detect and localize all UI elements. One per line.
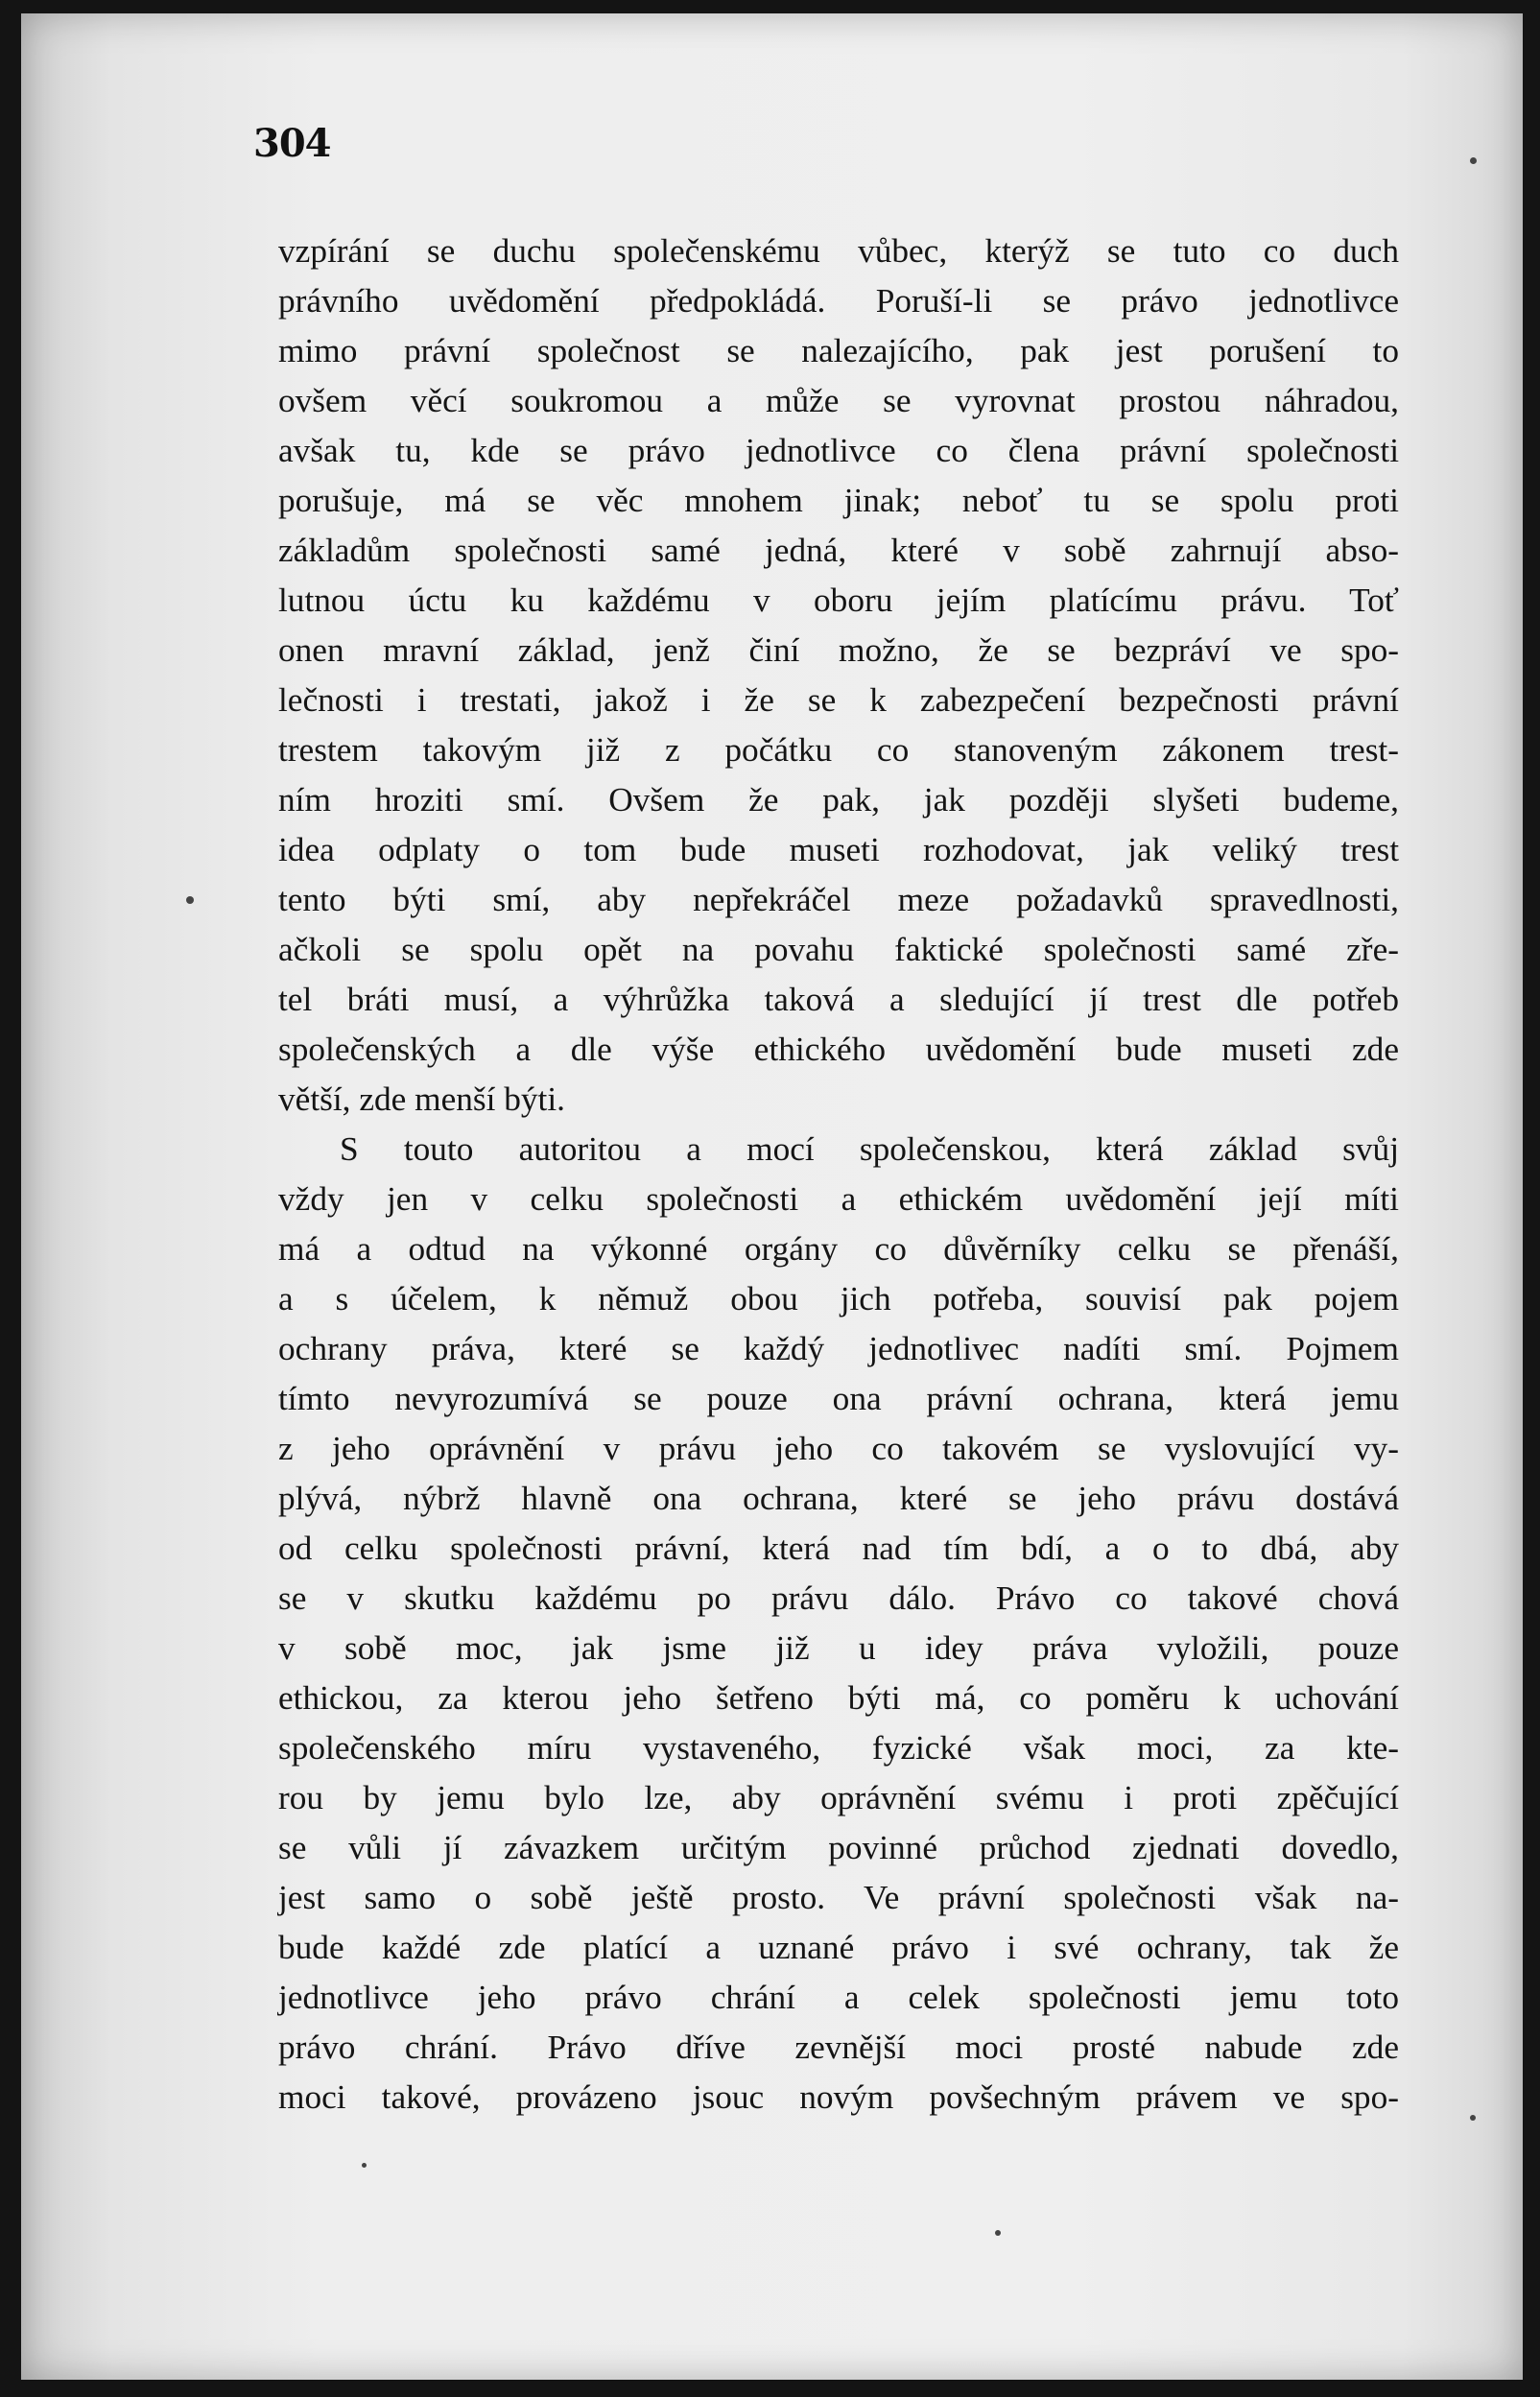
text-line-2: právního uvědomění předpokládá. Poruší-li se právo jednotlivce [278, 282, 1399, 320]
text-line-36: jednotlivce jeho právo chrání a celek společnosti jemu toto [278, 1979, 1399, 2016]
text-line-25: z jeho oprávnění v právu jeho co takovém se vyslovující vy- [278, 1430, 1399, 1467]
text-line-38: moci takové, provázeno jsouc novým povšechným právem ve spo- [278, 2078, 1399, 2116]
text-line-28: se v skutku každému po právu dálo. Právo co takové chová [278, 1579, 1399, 1617]
text-line-21: má a odtud na výkonné orgány co důvěrníky celku se přenáší, [278, 1230, 1399, 1268]
text-line-9: onen mravní základ, jenž činí možno, že se bezpráví ve spo- [278, 631, 1399, 669]
text-line-4: ovšem věcí soukromou a může se vyrovnat prostou náhradou, [278, 382, 1399, 419]
text-line-33: se vůli jí závazkem určitým povinné průchod zjednati dovedlo, [278, 1829, 1399, 1866]
text-line-24: tímto nevyrozumívá se pouze ona právní ochrana, která jemu [278, 1380, 1399, 1417]
text-line-32: rou by jemu bylo lze, aby oprávnění svému i proti zpěčující [278, 1779, 1399, 1816]
text-line-20: vždy jen v celku společnosti a ethickém uvědomění její míti [278, 1180, 1399, 1218]
text-line-16: tel bráti musí, a výhrůžka taková a sledující jí trest dle potřeb [278, 981, 1399, 1018]
text-line-23: ochrany práva, které se každý jednotlivec nadíti smí. Pojmem [278, 1330, 1399, 1367]
text-line-30: ethickou, za kterou jeho šetřeno býti má, co poměru k uchování [278, 1679, 1399, 1717]
scan-speck [186, 896, 194, 904]
page-number: 304 [253, 121, 331, 166]
text-line-27: od celku společnosti právní, která nad tím bdí, a o to dbá, aby [278, 1530, 1399, 1567]
text-line-7: základům společnosti samé jedná, které v sobě zahrnují abso- [278, 532, 1399, 569]
text-line-8: lutnou úctu ku každému v oboru jejím platícímu právu. Toť [278, 581, 1399, 619]
text-line-37: právo chrání. Právo dříve zevnější moci prosté nabude zde [278, 2029, 1399, 2066]
text-line-11: trestem takovým již z počátku co stanoveným zákonem trest- [278, 731, 1399, 769]
body-text [278, 226, 1399, 2123]
text-line-34: jest samo o sobě ještě prosto. Ve právní společnosti však na- [278, 1879, 1399, 1916]
text-line-14: tento býti smí, aby nepřekráčel meze požadavků spravedlnosti, [278, 881, 1399, 918]
text-line-35: bude každé zde platící a uznané právo i své ochrany, tak že [278, 1929, 1399, 1966]
text-line-26: plývá, nýbrž hlavně ona ochrana, které se jeho právu dostává [278, 1480, 1399, 1517]
scan-speck [1470, 2115, 1476, 2121]
text-line-18: větší, zde menší býti. [278, 1080, 565, 1118]
book-page [21, 13, 1523, 2380]
text-line-13: idea odplaty o tom bude museti rozhodovat, jak veliký trest [278, 831, 1399, 868]
text-line-15: ačkoli se spolu opět na povahu faktické společnosti samé zře- [278, 931, 1399, 968]
text-line-5: avšak tu, kde se právo jednotlivce co člena právní společnosti [278, 432, 1399, 469]
text-line-19: S touto autoritou a mocí společenskou, která základ svůj [340, 1130, 1399, 1168]
text-line-29: v sobě moc, jak jsme již u idey práva vyložili, pouze [278, 1629, 1399, 1667]
text-line-3: mimo právní společnost se nalezajícího, pak jest porušení to [278, 332, 1399, 369]
text-line-12: ním hroziti smí. Ovšem že pak, jak později slyšeti budeme, [278, 781, 1399, 819]
scan-speck [362, 2163, 367, 2168]
scan-speck [1470, 157, 1477, 164]
text-line-31: společenského míru vystaveného, fyzické však moci, za kte- [278, 1729, 1399, 1767]
scan-speck [995, 2230, 1001, 2236]
text-line-22: a s účelem, k němuž obou jich potřeba, souvisí pak pojem [278, 1280, 1399, 1317]
text-line-1: vzpírání se duchu společenskému vůbec, kterýž se tuto co duch [278, 232, 1399, 270]
text-line-6: porušuje, má se věc mnohem jinak; neboť tu se spolu proti [278, 482, 1399, 519]
text-line-10: lečnosti i trestati, jakož i že se k zabezpečení bezpečnosti právní [278, 681, 1399, 719]
text-line-17: společenských a dle výše ethického uvědomění bude museti zde [278, 1031, 1399, 1068]
